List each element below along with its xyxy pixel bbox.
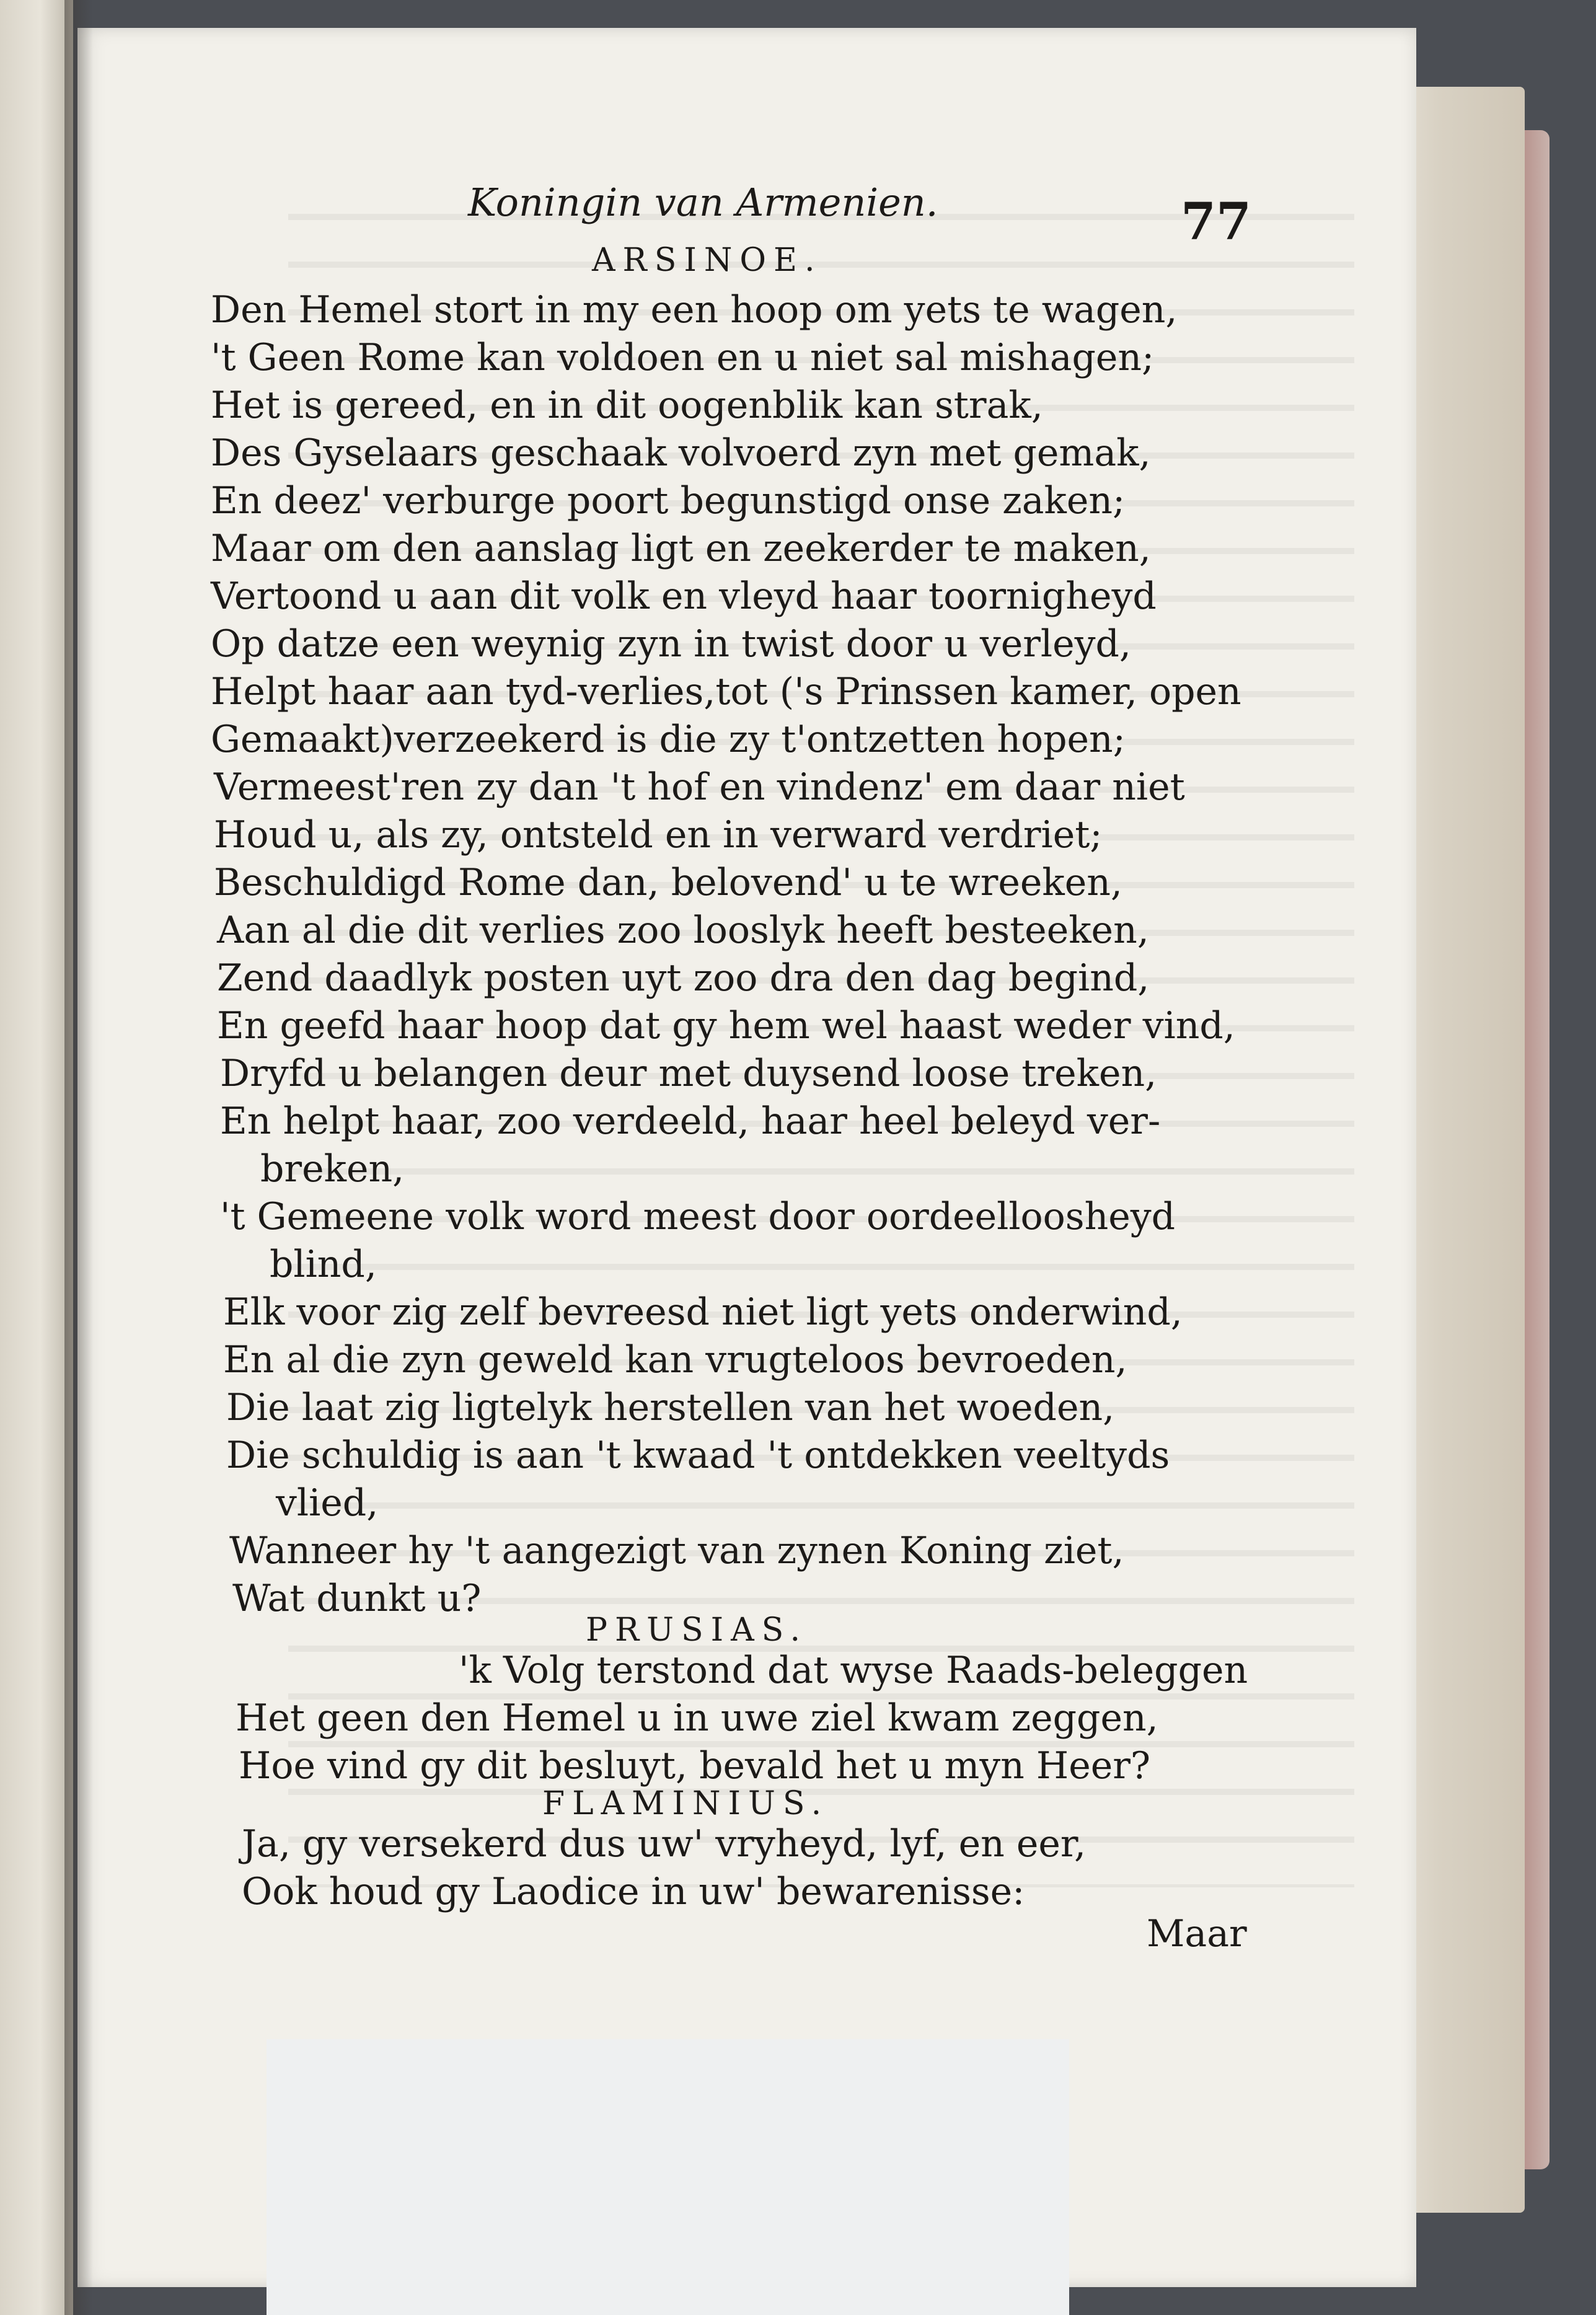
verse-line: vlied, <box>276 1481 379 1525</box>
verse-line: 'k Volg terstond dat wyse Raads-beleggen <box>459 1649 1248 1692</box>
verse-line: Gemaakt)verzeekerd is die zy t'ontzetten hopen; <box>211 718 1126 761</box>
verse-line: Die laat zig ligtelyk herstellen van het woeden, <box>226 1386 1115 1429</box>
verse-line: Die schuldig is aan 't kwaad 't ontdekken veeltyds <box>226 1434 1170 1477</box>
verse-line: Ook houd gy Laodice in uw' bewarenisse: <box>242 1870 1025 1913</box>
left-page-edge <box>0 0 73 2315</box>
verse-line: Hoe vind gy dit besluyt, bevald het u myn Heer? <box>239 1744 1151 1788</box>
speaker-heading: ARSINOE. <box>592 242 822 279</box>
verse-line: Helpt haar aan tyd-verlies,tot ('s Prinssen kamer, open <box>211 670 1241 713</box>
verse-line: En geefd haar hoop dat gy hem wel haast weder vind, <box>217 1004 1235 1047</box>
catchword: Maar <box>1147 1912 1247 1956</box>
verse-line: Den Hemel stort in my een hoop om yets te wagen, <box>211 288 1178 332</box>
verse-line: Zend daadlyk posten uyt zoo dra den dag begind, <box>217 956 1150 1000</box>
verse-line: 't Gemeene volk word meest door oordeelloosheyd <box>220 1195 1176 1238</box>
verse-line: Het is gereed, en in dit oogenblik kan strak, <box>211 384 1043 427</box>
verse-line: Des Gyselaars geschaak volvoerd zyn met gemak, <box>211 431 1151 475</box>
verse-line: En deez' verburge poort begunstigd onse zaken; <box>211 479 1126 523</box>
verse-line: Aan al die dit verlies zoo looslyk heeft besteeken, <box>217 909 1149 952</box>
verse-line: Op datze een weynig zyn in twist door u verleyd, <box>211 622 1131 666</box>
verse-line: Wanneer hy 't aangezigt van zynen Koning ziet, <box>229 1529 1124 1572</box>
verse-line: Het geen den Hemel u in uwe ziel kwam zeggen, <box>236 1696 1158 1740</box>
page-number: 77 <box>1181 192 1252 252</box>
verse-line: Dryfd u belangen deur met duysend loose treken, <box>220 1052 1157 1095</box>
gutter-shadow <box>64 0 93 2315</box>
running-head: Koningin van Armenien. <box>468 180 938 225</box>
verse-line: 't Geen Rome kan voldoen en u niet sal mishagen; <box>211 336 1155 379</box>
verse-line: blind, <box>270 1243 377 1286</box>
verse-line: Ja, gy versekerd dus uw' vryheyd, lyf, en eer, <box>242 1822 1087 1866</box>
verse-line: Wat dunkt u? <box>232 1577 482 1620</box>
verse-line: Vertoond u aan dit volk en vleyd haar toornigheyd <box>211 575 1157 618</box>
verse-line: Vermeest'ren zy dan 't hof en vindenz' em daar niet <box>214 765 1185 809</box>
speaker-heading: FLAMINIUS. <box>542 1785 829 1822</box>
redaction-box <box>267 2039 1069 2315</box>
verse-line: Beschuldigd Rome dan, belovend' u te wreeken, <box>214 861 1122 904</box>
verse-line: breken, <box>260 1147 405 1191</box>
verse-line: En al die zyn geweld kan vrugteloos bevroeden, <box>223 1338 1127 1382</box>
verse-line: Houd u, als zy, ontsteld en in verward verdriet; <box>214 813 1103 857</box>
verse-line: Elk voor zig zelf bevreesd niet ligt yets onderwind, <box>223 1290 1183 1334</box>
verse-line: Maar om den aanslag ligt en zeekerder te maken, <box>211 527 1151 570</box>
speaker-heading: PRUSIAS. <box>586 1612 808 1649</box>
verse-line: En helpt haar, zoo verdeeld, haar heel beleyd ver- <box>220 1100 1161 1143</box>
